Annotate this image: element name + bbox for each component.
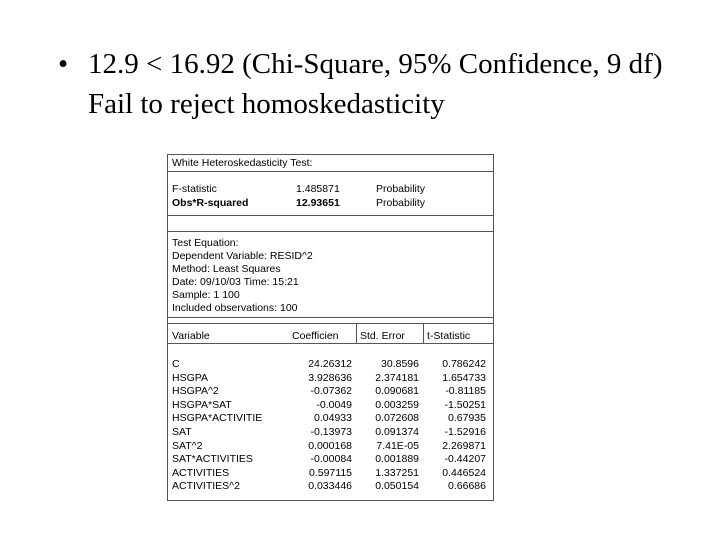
column-header-t-statistic: t-Statistic — [427, 330, 471, 342]
coefficient-value: 0.04933 — [314, 412, 352, 425]
stat-label: F-statistic — [172, 183, 217, 195]
column-separator — [356, 323, 357, 343]
info-line: Dependent Variable: RESID^2 — [172, 250, 313, 262]
variable-name: HSGPA — [172, 371, 208, 384]
column-header-std-error: Std. Error — [360, 330, 405, 342]
std-error-value: 0.001889 — [375, 453, 419, 466]
stat-label: Obs*R-squared — [172, 197, 249, 209]
stat-prob-label: Probability — [376, 197, 426, 209]
regression-output-table — [167, 154, 494, 501]
variable-name: HSGPA^2 — [172, 385, 219, 398]
bullet-text: 12.9 < 16.92 (Chi-Square, 95% Confidence, 9 df) Fail to reject homoskedasticity — [88, 48, 663, 120]
coefficient-value: 0.000168 — [308, 439, 352, 452]
coefficient-value: -0.07362 — [310, 385, 352, 398]
stat-prob-label: Probability — [376, 183, 426, 195]
variable-name: HSGPA*ACTIVITIE — [172, 412, 263, 425]
divider — [168, 323, 493, 324]
t-statistic-value: 0.446524 — [442, 466, 486, 479]
divider — [168, 215, 493, 216]
t-statistic-value: 0.786242 — [442, 358, 486, 370]
t-statistic-value: 1.654733 — [442, 371, 486, 384]
column-header-coefficient: Coefficien — [292, 330, 339, 342]
std-error-value: 0.090681 — [375, 385, 419, 398]
t-statistic-value: 0.67935 — [448, 412, 486, 425]
std-error-value: 0.091374 — [375, 426, 419, 438]
column-separator — [423, 323, 424, 343]
stat-value: 12.93651 — [296, 197, 340, 209]
info-line: Date: 09/10/03 Time: 15:21 — [172, 276, 299, 288]
std-error-value: 7.41E-05 — [376, 439, 419, 452]
t-statistic-value: 2.269871 — [442, 439, 486, 452]
info-line: Included observations: 100 — [172, 302, 298, 314]
std-error-value: 0.003259 — [375, 398, 419, 411]
coefficient-value: -0.0049 — [316, 398, 352, 411]
variable-name: ACTIVITIES — [172, 466, 230, 479]
bullet-dot: • — [58, 48, 69, 80]
coefficient-value: 0.033446 — [308, 480, 352, 493]
stat-value: 1.485871 — [296, 183, 340, 195]
t-statistic-value: -0.44207 — [444, 453, 486, 466]
std-error-value: 0.072608 — [375, 412, 419, 425]
variable-name: C — [172, 358, 180, 370]
coefficient-value: 3.928636 — [308, 371, 352, 384]
variable-name: SAT*ACTIVITIES — [172, 453, 253, 466]
info-line: Method: Least Squares — [172, 263, 281, 275]
std-error-value: 2.374181 — [375, 371, 419, 384]
divider — [168, 343, 493, 344]
variable-name: HSGPA*SAT — [172, 398, 232, 411]
coefficient-value: 0.597115 — [308, 466, 352, 479]
std-error-value: 1.337251 — [375, 466, 419, 479]
t-statistic-value: 0.66686 — [448, 480, 486, 493]
variable-name: SAT^2 — [172, 439, 203, 452]
variable-name: ACTIVITIES^2 — [172, 480, 240, 493]
t-statistic-value: -1.50251 — [444, 398, 486, 411]
divider — [168, 231, 493, 232]
t-statistic-value: -1.52916 — [444, 426, 486, 438]
coefficient-value: 24.26312 — [308, 358, 352, 370]
column-header-variable: Variable — [172, 330, 210, 342]
std-error-value: 30.8596 — [381, 358, 419, 370]
std-error-value: 0.050154 — [375, 480, 419, 493]
info-line: Test Equation: — [172, 237, 239, 249]
info-line: Sample: 1 100 — [172, 289, 240, 301]
test-title: White Heteroskedasticity Test: — [172, 157, 313, 169]
divider — [168, 171, 493, 172]
coefficient-value: -0.13973 — [310, 426, 352, 438]
t-statistic-value: -0.81185 — [445, 385, 486, 398]
coefficient-value: -0.00084 — [310, 453, 352, 466]
divider — [168, 317, 493, 318]
variable-name: SAT — [172, 426, 192, 438]
